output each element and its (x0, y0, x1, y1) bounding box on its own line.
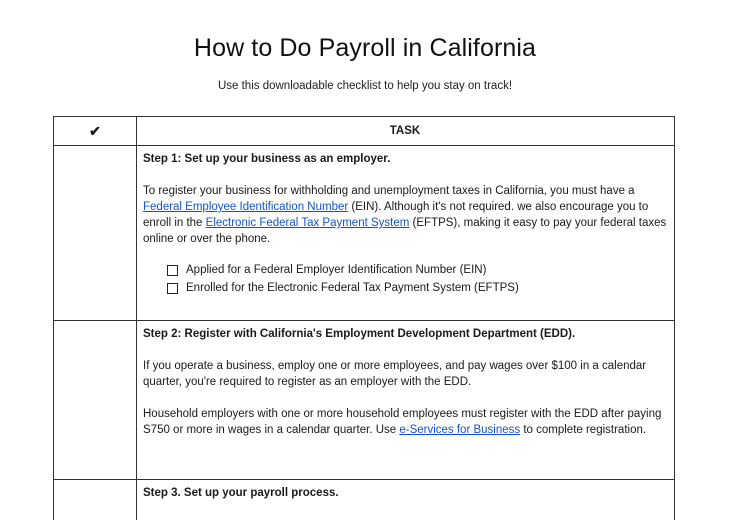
checklist-item-eftps[interactable] (167, 279, 667, 297)
step1-checklist (167, 261, 667, 297)
step2-paragraph-2 (143, 406, 667, 438)
check-cell (54, 321, 137, 479)
eftps-link[interactable]: Electronic Federal Tax Payment System (205, 217, 410, 229)
table-row-step1 (54, 146, 674, 321)
step1-text-b: (EIN). Although it's not required. we also encourage you to enroll in the (143, 201, 649, 229)
step2-text-b: to complete registration. (520, 424, 647, 436)
check-cell (54, 480, 137, 520)
step1-title: Step 1: Set up your business as an employer. (143, 153, 391, 165)
check-cell (54, 146, 137, 320)
task-cell (137, 480, 674, 520)
eservices-link[interactable]: e-Services for Business (399, 424, 521, 436)
checklist-table (53, 116, 675, 520)
step2-paragraph-1: If you operate a business, employ one or more employees, and pay wages over $100 in a calendar quarter, you're required to register as an employer with the EDD. (143, 360, 647, 388)
checkbox-icon[interactable] (167, 265, 178, 276)
page-title: How to Do Payroll in California (193, 34, 537, 62)
checklist-item-ein[interactable] (167, 261, 667, 279)
step1-text-c: (EFTPS), making it easy to pay your federal taxes online or over the phone. (143, 217, 667, 245)
task-cell (137, 321, 674, 479)
ein-link[interactable]: Federal Employee Identification Number (143, 201, 349, 213)
step2-text-a: Household employers with one or more household employees must register with the EDD after paying S750 or more in wages in a calendar quarter. Use (143, 408, 662, 436)
step2-title: Step 2: Register with California's Employment Development Department (EDD). (143, 328, 576, 340)
table-row-step2 (54, 321, 674, 480)
checklist-item-label: Enrolled for the Electronic Federal Tax Payment System (EFTPS) (186, 282, 519, 294)
table-row-step3 (54, 480, 674, 520)
checkbox-icon[interactable] (167, 283, 178, 294)
step3-title: Step 3. Set up your payroll process. (143, 487, 339, 499)
checkmark-icon: ✔ (89, 122, 101, 139)
step1-paragraph (143, 183, 667, 247)
header-task-cell: TASK (389, 125, 421, 137)
table-header-row (54, 117, 674, 146)
step1-text-a: To register your business for withholding and unemployment taxes in California, you must have a (143, 185, 635, 197)
checklist-item-label: Applied for a Federal Employer Identification Number (EIN) (186, 264, 487, 276)
header-check-cell (54, 117, 137, 145)
task-cell (137, 146, 674, 320)
page-subtitle: Use this downloadable checklist to help you stay on track! (217, 80, 513, 92)
